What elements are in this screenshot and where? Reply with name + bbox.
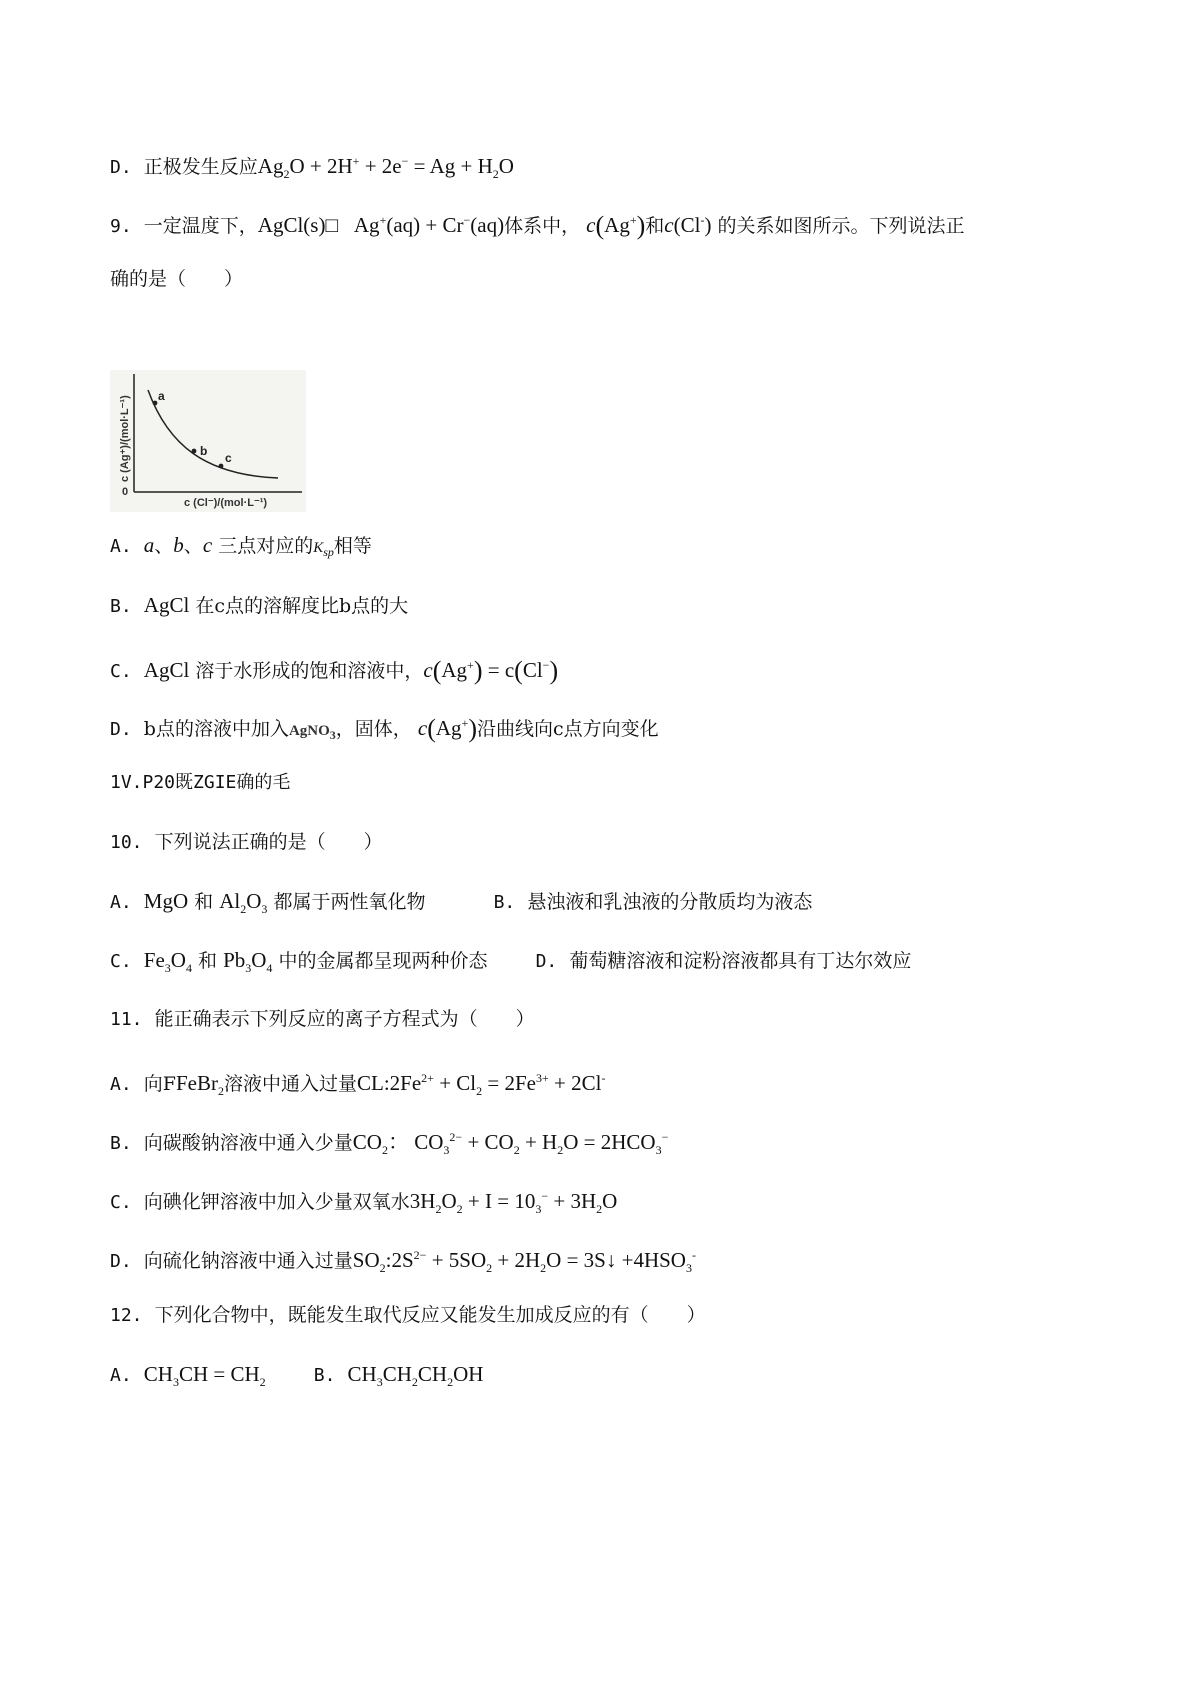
q12-stem [110, 1300, 706, 1331]
agcl-formula: AgCl [143, 593, 190, 617]
point-a-label: a [158, 389, 165, 403]
q10-stem [110, 827, 383, 858]
x-axis-label: c (Cl⁻)/(mol·L⁻¹) [184, 497, 268, 509]
point-a [153, 401, 158, 406]
option-text: 向硫化钠溶液中通入过量 [143, 1250, 353, 1272]
stem-text: 体系中， [504, 215, 581, 237]
option-text: 都属于两性氧化物 [273, 891, 426, 913]
option-text: 正极发生反应 [143, 156, 258, 178]
option-text: 溶于水形成的饱和溶液中， [195, 660, 424, 682]
option-text: 向碘化钾溶液中加入少量双氧水 [143, 1191, 410, 1213]
pb3o4-formula: $Pb_3O_4$ [223, 948, 273, 976]
q8-option-d [110, 146, 514, 189]
q11-option-d [110, 1240, 696, 1283]
febr2-formula: FeBr$_2$ [175, 1071, 224, 1099]
option-text: 在c点的溶解度比b点的大 [195, 595, 409, 617]
option-text: 葡萄糖溶液和淀粉溶液都具有丁达尔效应 [569, 950, 912, 972]
question-number: 10. [110, 832, 143, 853]
equation: $SO_2:2S^{2-} + 5SO_2 + 2H_2O$ = 3S↓ $+4HSO_3^-$ [352, 1248, 696, 1276]
option-text: 向F [143, 1073, 176, 1095]
points-abc: a [143, 533, 155, 557]
question-number: 11. [110, 1009, 143, 1030]
option-text: b点的溶液中加入 [143, 718, 289, 740]
c-cl-expression: c(Cl-) [664, 213, 712, 237]
q11-option-c [110, 1181, 617, 1224]
c-ag-expression: c(Ag+) [586, 211, 646, 240]
option-label: B. [313, 1365, 336, 1386]
option-text: 沿曲线向c点方向变化 [476, 718, 659, 740]
q11-option-b [110, 1122, 668, 1165]
q9-option-b [110, 590, 408, 622]
option-label: C. [110, 661, 132, 682]
option-label: B. [110, 596, 132, 617]
option-text: 悬浊液和乳浊液的分散质均为液态 [527, 891, 813, 913]
equilibrium-equation: AgCl(s)□ Ag+(aq) + Cr−(aq) [257, 213, 505, 237]
stem-text: 下列化合物中，既能发生取代反应又能发生加成反应的有（ ） [154, 1304, 706, 1326]
agcl-formula: AgCl [143, 658, 190, 682]
q9-option-a: A. a、b、c 三点对应的$K_{sp}$相等 [110, 533, 372, 559]
option-label: A. [110, 536, 132, 557]
option-label: A. [110, 1074, 132, 1095]
stem-text: 和 [645, 215, 665, 237]
q9-option-c [110, 650, 558, 687]
q11-option-a [110, 1063, 605, 1106]
agno3-formula: AgNO$_3$ [288, 723, 336, 742]
ag-cl-curve-chart [110, 370, 306, 512]
question-number: 9. [110, 216, 132, 237]
al2o3-formula: $Al_2O_3$ [219, 889, 268, 917]
q11-stem [110, 1004, 535, 1035]
conjunction: 和 [194, 891, 214, 913]
equation: $3H_2O_2 + I = 10_3^- + 3H_2O$ [409, 1189, 618, 1217]
propene-formula: $CH_3CH = CH_2$ [143, 1362, 266, 1390]
option-text: 三点对应的 [218, 535, 314, 557]
option-label: C. [110, 1192, 132, 1213]
mgo-formula: MgO [143, 889, 189, 913]
option-label: A. [110, 1365, 132, 1386]
q9-option-d [110, 708, 659, 750]
fe3o4-formula: $Fe_3O_4$ [143, 948, 192, 976]
point-b [192, 449, 197, 454]
q9-stem [110, 205, 965, 242]
garbled-text-line: 1V.P20既ZGIE确的毛 [110, 772, 291, 793]
point-b-label: b [200, 444, 208, 458]
stem-text: 一定温度下， [143, 215, 258, 237]
c-ag-expression: c(Ag+) [417, 714, 477, 743]
stem-text: 的关系如图所示。下列说法正 [717, 215, 965, 237]
q12-options-ab [110, 1359, 483, 1397]
point-c-symbol: c [202, 533, 213, 557]
equation: $CL:2Fe^{2+} + Cl_2 = 2Fe^{3+} + 2Cl^-$ [356, 1071, 606, 1099]
stem-text: 下列说法正确的是（ ） [154, 831, 383, 853]
option-label: B. [493, 892, 516, 913]
option-text: 中的金属都呈现两种价态 [278, 950, 488, 972]
option-label: D. [110, 719, 132, 740]
y-axis-label: c (Ag⁺)/(mol·L⁻¹) [119, 395, 131, 482]
option-label: B. [110, 1133, 132, 1154]
option-label: D. [110, 1251, 132, 1272]
point-b-symbol: b [173, 533, 184, 557]
origin-label: 0 [122, 486, 129, 498]
propanol-formula: $CH_3CH_2CH_2OH$ [347, 1362, 484, 1390]
q10-options-cd [110, 945, 911, 983]
point-c-label: c [225, 451, 232, 465]
option-text: 向碳酸钠溶液中通入少量 [143, 1132, 353, 1154]
option-label: D. [535, 951, 558, 972]
q10-options-ab [110, 886, 812, 924]
equation: $CO_2$： $CO_3^{2-} + CO_2 + H_2O = 2HCO_3^-$ [352, 1130, 669, 1158]
option-text: ，固体， [335, 718, 412, 740]
conjunction: 和 [198, 950, 218, 972]
point-c [219, 464, 224, 469]
option-text: 溶液中通入过量 [223, 1073, 357, 1095]
option-label: C. [110, 951, 132, 972]
ksp-symbol: $K_{sp}$ [313, 540, 334, 559]
stem-text: 能正确表示下列反应的离子方程式为（ ） [154, 1008, 535, 1030]
option-text: 相等 [333, 535, 372, 557]
question-number: 12. [110, 1305, 143, 1326]
equation: c(Ag+) = c(Cl−) [423, 656, 559, 685]
option-label: D. [110, 157, 132, 178]
equation: $Ag_2O + 2H^+ + 2e^- = Ag + H_2O$ [257, 154, 514, 182]
option-label: A. [110, 892, 132, 913]
q9-stem-line2: 确的是（ ） [110, 268, 244, 290]
chart-background [110, 370, 306, 512]
